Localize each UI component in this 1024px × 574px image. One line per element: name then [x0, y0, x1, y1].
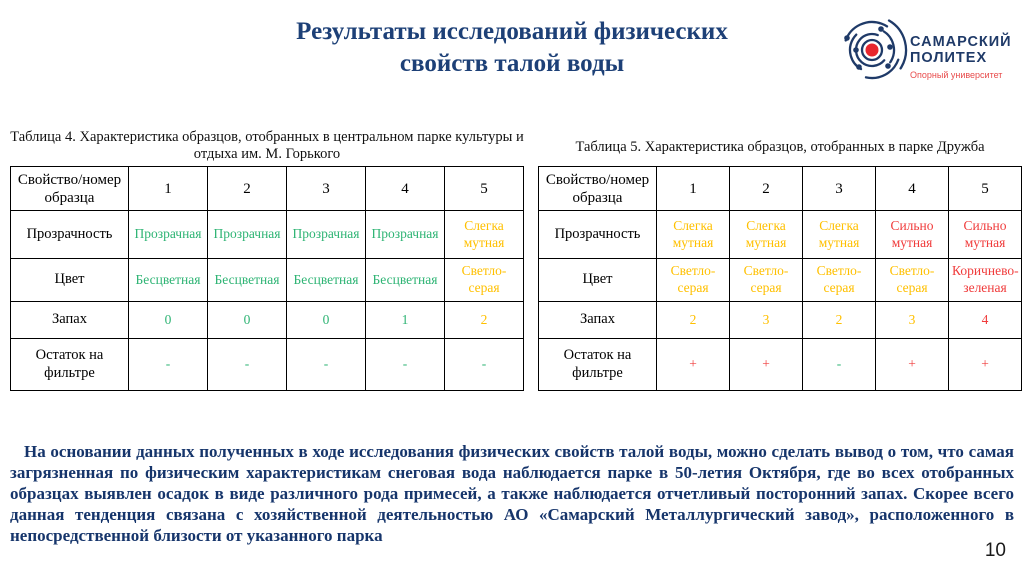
- value-cell: Сильно мутная: [876, 211, 949, 259]
- page-number: 10: [984, 540, 1006, 561]
- row-label: Цвет: [539, 259, 657, 302]
- property-header: Свойство/номер образца: [539, 167, 657, 211]
- value-cell: +: [876, 339, 949, 391]
- row-label: Прозрачность: [11, 211, 129, 259]
- value-cell: Светло-серая: [657, 259, 730, 302]
- value-cell: Сильно мутная: [949, 211, 1022, 259]
- sample-number-header: 5: [949, 167, 1022, 211]
- value-cell: Слегка мутная: [803, 211, 876, 259]
- value-cell: Бесцветная: [208, 259, 287, 302]
- page-title-line2: свойств талой воды: [399, 50, 625, 77]
- value-cell: -: [287, 339, 366, 391]
- university-logo: [834, 6, 1012, 94]
- value-cell: 2: [657, 302, 730, 339]
- value-cell: +: [730, 339, 803, 391]
- value-cell: Светло-серая: [730, 259, 803, 302]
- value-cell: Слегка мутная: [445, 211, 524, 259]
- value-cell: Бесцветная: [366, 259, 445, 302]
- property-header: Свойство/номер образца: [11, 167, 129, 211]
- logo-center-dot: [866, 44, 879, 57]
- value-cell: -: [366, 339, 445, 391]
- value-cell: Прозрачная: [208, 211, 287, 259]
- value-cell: +: [949, 339, 1022, 391]
- value-cell: Светло-серая: [445, 259, 524, 302]
- value-cell: 2: [803, 302, 876, 339]
- logo-name-line1: САМАРСКИЙ: [910, 34, 1012, 50]
- value-cell: 3: [730, 302, 803, 339]
- table4-section: [10, 120, 524, 391]
- value-cell: -: [129, 339, 208, 391]
- logo-subtitle: Опорный университет: [910, 70, 1003, 80]
- value-cell: +: [657, 339, 730, 391]
- value-cell: Прозрачная: [129, 211, 208, 259]
- table-row: [11, 211, 524, 259]
- value-cell: Светло-серая: [876, 259, 949, 302]
- conclusion-text: На основании данных полученных в ходе исследования физических свойств талой воды, можно сделать вывод о том, что самая загрязненная по физическим характеристикам снеговая вода наблюдается парке в 50-летия Октября, где во всех отобранных образцах выявлен осадок в виде различного рода примесей, а также наблюдается отчетливый посторонний запах. Скорее всего данная тенденция связана с хозяйственной деятельностью АО «Самарский Металлургический завод», расположенного в непосредственной близости от указанного парка: [10, 442, 1014, 546]
- value-cell: -: [445, 339, 524, 391]
- value-cell: 4: [949, 302, 1022, 339]
- table-row: [539, 259, 1022, 302]
- value-cell: 0: [208, 302, 287, 339]
- header-row: [11, 167, 524, 211]
- row-label: Цвет: [11, 259, 129, 302]
- value-cell: Прозрачная: [287, 211, 366, 259]
- table-row: [11, 339, 524, 391]
- value-cell: 0: [129, 302, 208, 339]
- value-cell: 0: [287, 302, 366, 339]
- sample-number-header: 3: [287, 167, 366, 211]
- value-cell: Прозрачная: [366, 211, 445, 259]
- value-cell: 3: [876, 302, 949, 339]
- sample-number-header: 1: [129, 167, 208, 211]
- value-cell: Слегка мутная: [730, 211, 803, 259]
- value-cell: Бесцветная: [287, 259, 366, 302]
- header-row: [539, 167, 1022, 211]
- sample-number-header: 4: [876, 167, 949, 211]
- table-row: [11, 302, 524, 339]
- row-label: Прозрачность: [539, 211, 657, 259]
- sample-number-header: 3: [803, 167, 876, 211]
- table4-caption: Таблица 4. Характеристика образцов, отобранных в центральном парке культуры и отдыха им. М. Горького: [10, 128, 524, 162]
- value-cell: Светло-серая: [803, 259, 876, 302]
- sample-number-header: 2: [730, 167, 803, 211]
- table-row: [539, 302, 1022, 339]
- page-title-line1: Результаты исследований физических: [296, 18, 728, 45]
- value-cell: -: [208, 339, 287, 391]
- table5-caption: Таблица 5. Характеристика образцов, отобранных в парке Дружба: [575, 139, 985, 156]
- value-cell: 1: [366, 302, 445, 339]
- logo-name-line2: ПОЛИТЕХ: [910, 50, 988, 66]
- row-label: Запах: [11, 302, 129, 339]
- value-cell: Коричнево-зеленая: [949, 259, 1022, 302]
- row-label: Остаток на фильтре: [11, 339, 129, 391]
- table5-section: [538, 120, 1022, 391]
- sample-number-header: 4: [366, 167, 445, 211]
- logo-rings-icon: [834, 6, 1012, 94]
- row-label: Запах: [539, 302, 657, 339]
- value-cell: 2: [445, 302, 524, 339]
- sample-number-header: 5: [445, 167, 524, 211]
- sample-number-header: 2: [208, 167, 287, 211]
- row-label: Остаток на фильтре: [539, 339, 657, 391]
- table-row: [539, 211, 1022, 259]
- value-cell: Бесцветная: [129, 259, 208, 302]
- sample-number-header: 1: [657, 167, 730, 211]
- table-row: [539, 339, 1022, 391]
- table-row: [11, 259, 524, 302]
- table4: [10, 166, 524, 391]
- table5: [538, 166, 1022, 391]
- value-cell: Слегка мутная: [657, 211, 730, 259]
- value-cell: -: [803, 339, 876, 391]
